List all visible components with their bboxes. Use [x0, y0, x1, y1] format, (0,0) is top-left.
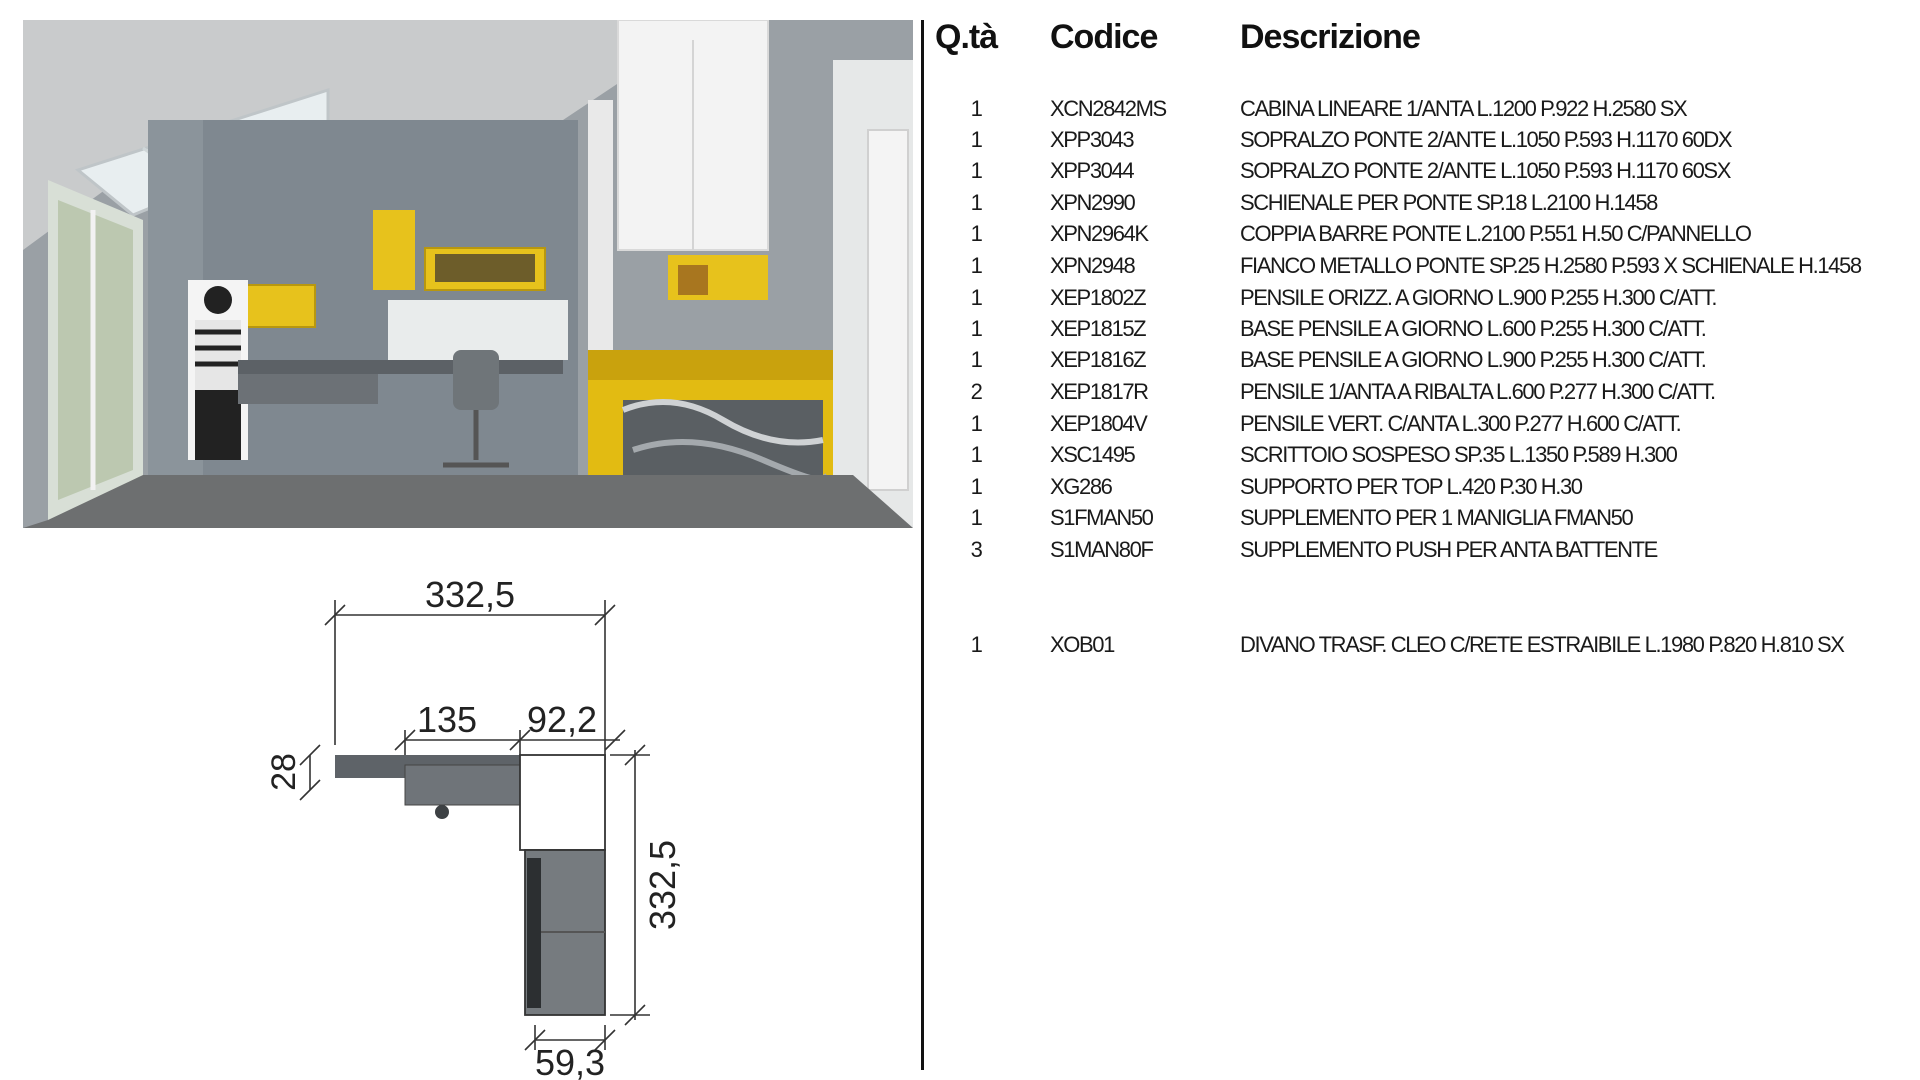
row-qty: 1 [970, 158, 982, 183]
plan-dim-bottom-width: 59,3 [534, 1042, 606, 1080]
row-code: XPP3044 [1050, 158, 1134, 183]
table-row [0, 632, 1920, 664]
row-code: XPP3043 [1050, 127, 1134, 152]
row-qty: 1 [970, 96, 982, 121]
row-description: PENSILE ORIZZ. A GIORNO L.900 P.255 H.300 C/ATT. [1240, 285, 1717, 310]
row-code: XPN2964K [1050, 221, 1148, 246]
row-qty: 1 [970, 442, 982, 467]
table-row [0, 505, 1920, 537]
table-row [0, 285, 1920, 317]
table-row [0, 158, 1920, 190]
header-code: Codice [1050, 18, 1158, 56]
table-row [0, 253, 1920, 285]
row-description: SUPPLEMENTO PER 1 MANIGLIA FMAN50 [1240, 505, 1633, 530]
row-qty: 1 [970, 127, 982, 152]
row-qty: 3 [970, 537, 982, 562]
table-row [0, 316, 1920, 348]
table-row [0, 474, 1920, 506]
header-quantity: Q.tà [935, 18, 998, 56]
row-code: XPN2990 [1050, 190, 1135, 215]
table-row [0, 127, 1920, 159]
row-qty: 1 [970, 316, 982, 341]
table-row [0, 190, 1920, 222]
table-row [0, 96, 1920, 128]
row-description: FIANCO METALLO PONTE SP.25 H.2580 P.593 X SCHIENALE H.1458 [1240, 253, 1861, 278]
row-code: XPN2948 [1050, 253, 1135, 278]
row-description: SOPRALZO PONTE 2/ANTE L.1050 P.593 H.1170 60SX [1240, 158, 1730, 183]
row-qty: 1 [970, 347, 982, 372]
row-description: BASE PENSILE A GIORNO L.600 P.255 H.300 C/ATT. [1240, 316, 1706, 341]
row-description: COPPIA BARRE PONTE L.2100 P.551 H.50 C/PANNELLO [1240, 221, 1751, 246]
row-code: XEP1802Z [1050, 285, 1146, 310]
plan-dim-total-depth: 332,5 [642, 839, 683, 931]
row-description: CABINA LINEARE 1/ANTA L.1200 P.922 H.2580 SX [1240, 96, 1687, 121]
table-row [0, 442, 1920, 474]
row-description: BASE PENSILE A GIORNO L.900 P.255 H.300 C/ATT. [1240, 347, 1706, 372]
row-qty: 1 [970, 221, 982, 246]
table-row [0, 221, 1920, 253]
row-qty: 1 [970, 285, 982, 310]
row-code: XEP1816Z [1050, 347, 1146, 372]
table-row [0, 347, 1920, 379]
row-qty: 1 [970, 632, 982, 657]
row-code: S1FMAN50 [1050, 505, 1153, 530]
row-description: SCHIENALE PER PONTE SP.18 L.2100 H.1458 [1240, 190, 1658, 215]
row-description: PENSILE VERT. C/ANTA L.300 P.277 H.600 C/ATT. [1240, 411, 1681, 436]
plan-dim-segment-b: 92,2 [526, 699, 598, 740]
plan-dim-desk-depth: 28 [265, 753, 303, 791]
row-description: SUPPLEMENTO PUSH PER ANTA BATTENTE [1240, 537, 1657, 562]
row-qty: 1 [970, 474, 982, 499]
row-code: XG286 [1050, 474, 1112, 499]
row-qty: 1 [970, 190, 982, 215]
row-code: XEP1817R [1050, 379, 1148, 404]
row-qty: 1 [970, 505, 982, 530]
row-description: SOPRALZO PONTE 2/ANTE L.1050 P.593 H.1170 60DX [1240, 127, 1732, 152]
row-code: S1MAN80F [1050, 537, 1153, 562]
row-code: XSC1495 [1050, 442, 1135, 467]
table-row [0, 537, 1920, 569]
row-description: PENSILE 1/ANTA A RIBALTA L.600 P.277 H.300 C/ATT. [1240, 379, 1715, 404]
row-code: XCN2842MS [1050, 96, 1166, 121]
row-qty: 2 [970, 379, 982, 404]
table-row [0, 379, 1920, 411]
row-code: XEP1804V [1050, 411, 1147, 436]
plan-dim-total-width: 332,5 [424, 574, 516, 615]
header-description: Descrizione [1240, 18, 1420, 56]
row-code: XEP1815Z [1050, 316, 1146, 341]
row-description: DIVANO TRASF. CLEO C/RETE ESTRAIBILE L.1980 P.820 H.810 SX [1240, 632, 1844, 657]
row-code: XOB01 [1050, 632, 1114, 657]
row-description: SUPPORTO PER TOP L.420 P.30 H.30 [1240, 474, 1582, 499]
row-qty: 1 [970, 253, 982, 278]
table-row [0, 411, 1920, 443]
row-qty: 1 [970, 411, 982, 436]
plan-dim-segment-a: 135 [416, 699, 478, 740]
row-description: SCRITTOIO SOSPESO SP.35 L.1350 P.589 H.300 [1240, 442, 1677, 467]
